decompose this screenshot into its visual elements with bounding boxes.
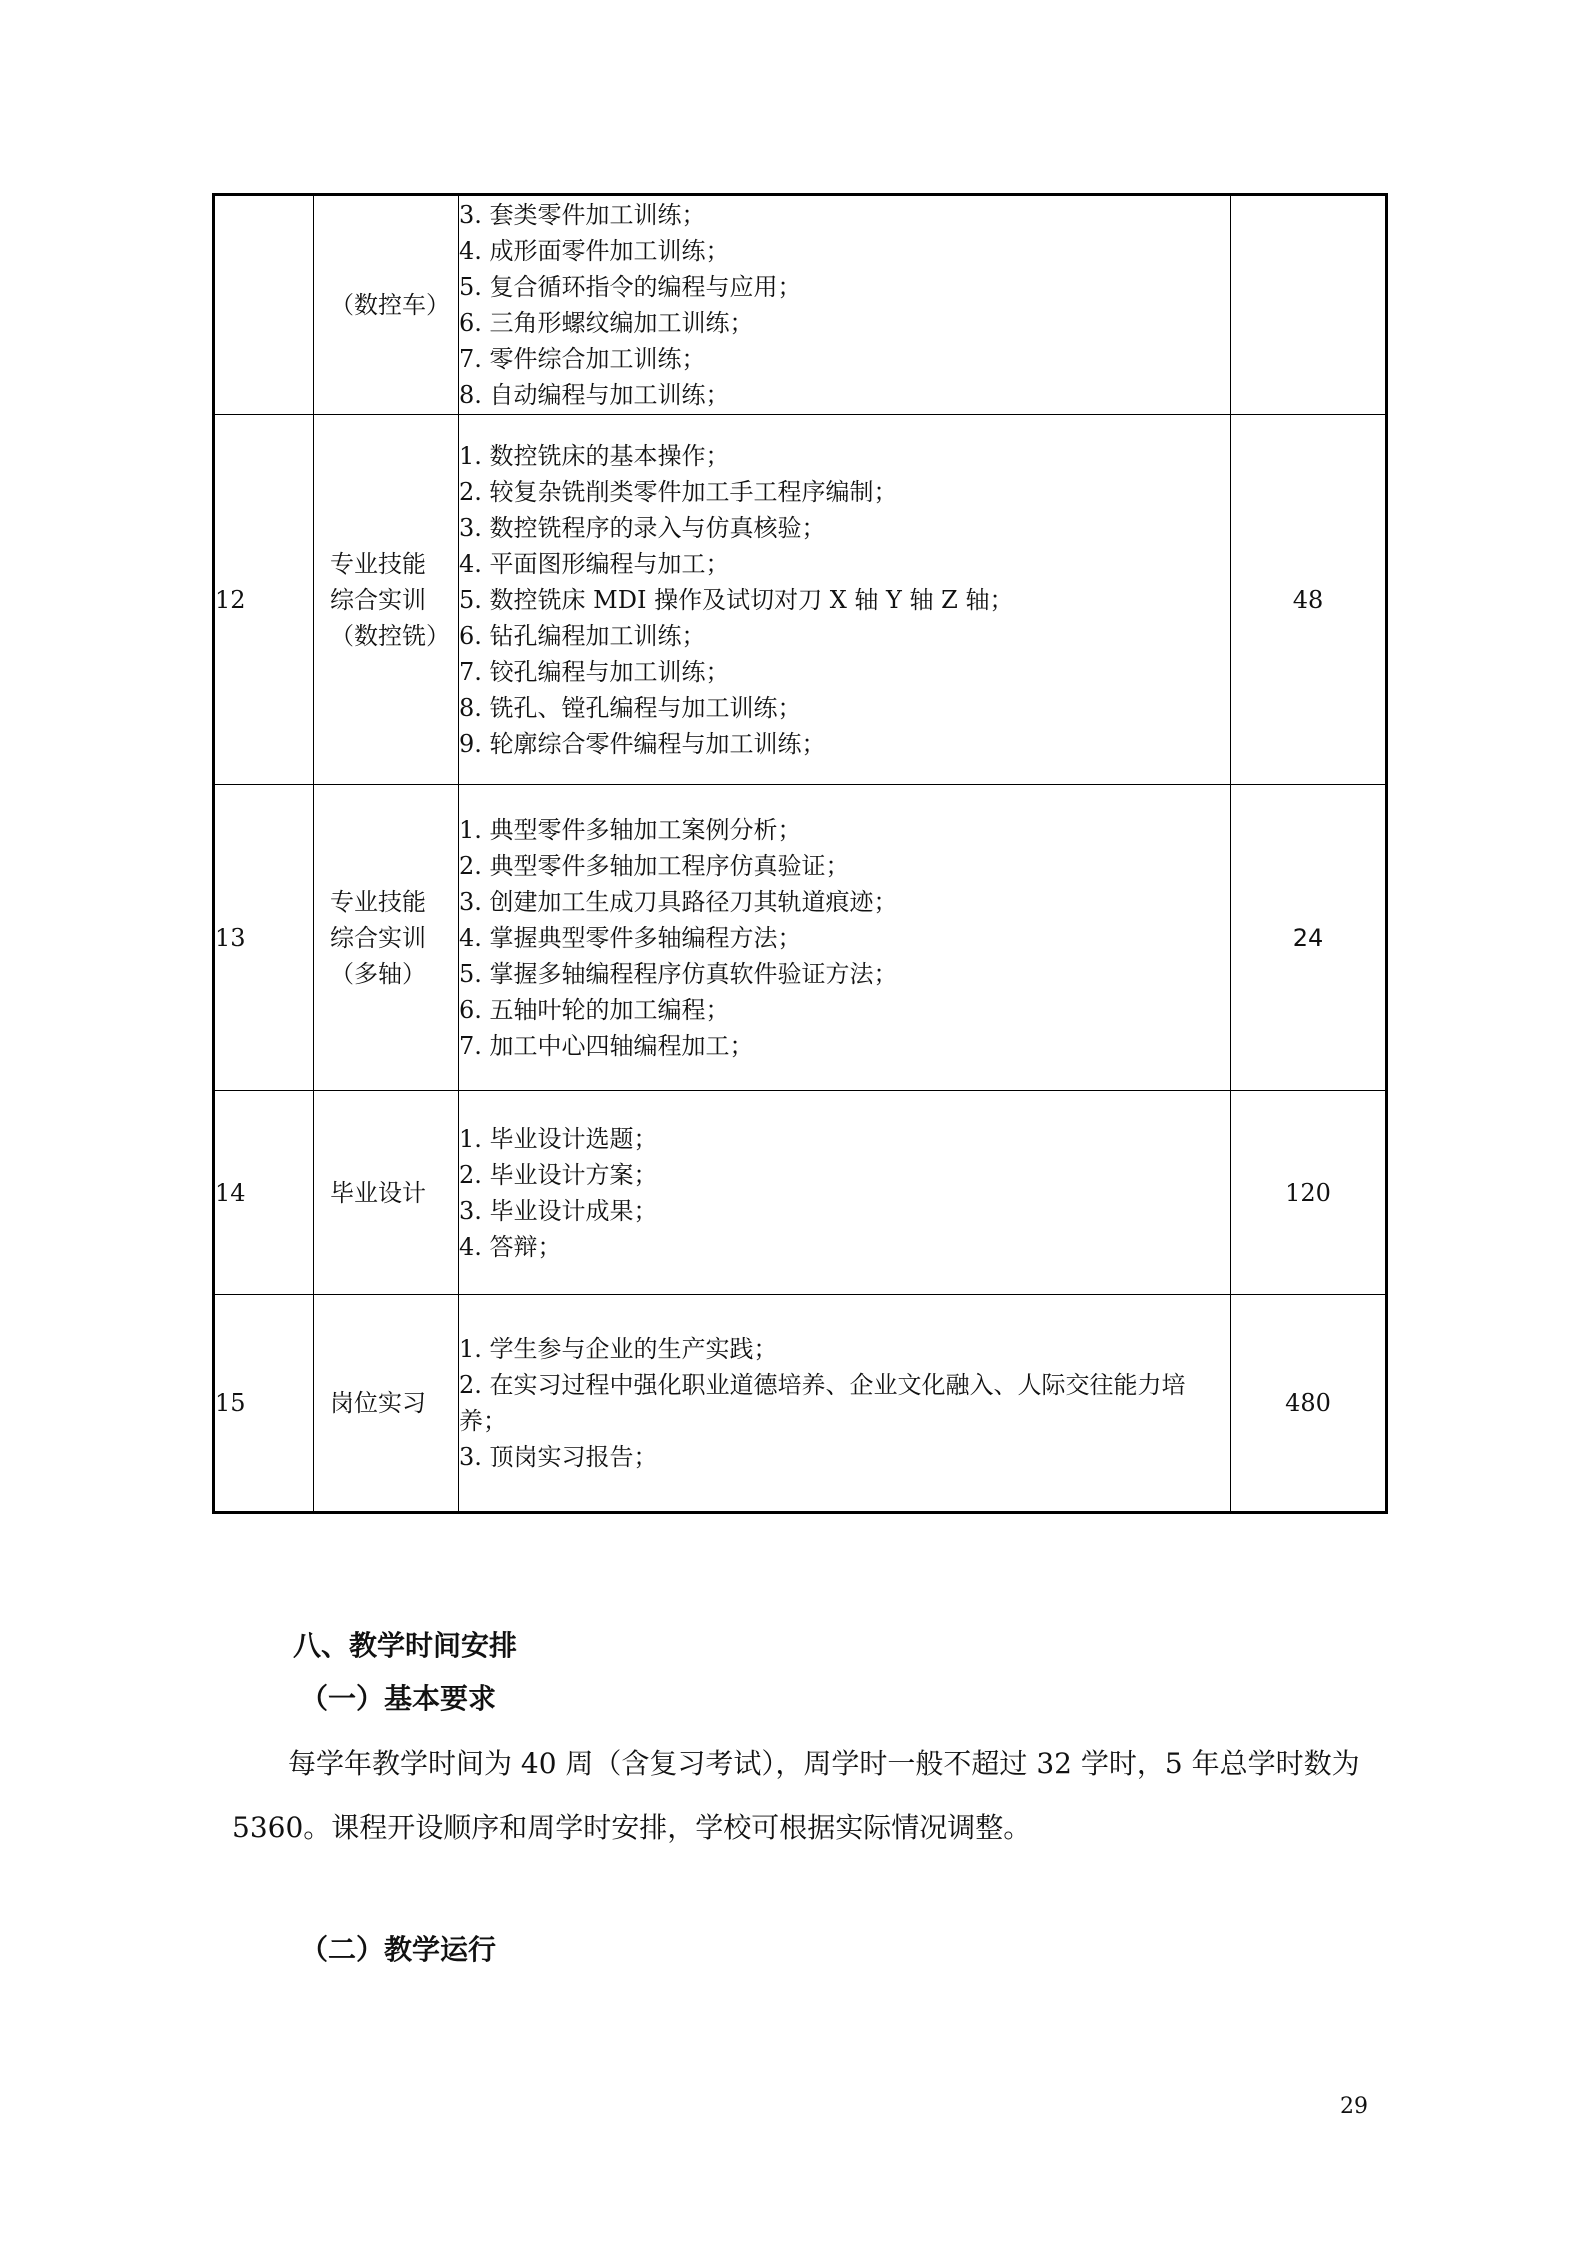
curriculum-table — [212, 193, 1388, 1514]
content-item: 5. 数控铣床 MDI 操作及试切对刀 X 轴 Y 轴 Z 轴； — [459, 585, 1014, 614]
section-heading: 八、教学时间安排 — [293, 1629, 518, 1662]
table-row — [214, 785, 1387, 1091]
content-item: 4. 平面图形编程与加工； — [459, 549, 730, 578]
course-content — [459, 1295, 1231, 1513]
row-number: 12 — [214, 415, 314, 785]
content-item: 1. 毕业设计选题； — [459, 1124, 658, 1153]
row-number — [214, 195, 314, 415]
course-name-cell — [314, 1091, 459, 1295]
course-content — [459, 1091, 1231, 1295]
course-name-cell — [314, 415, 459, 785]
hours: 48 — [1231, 415, 1387, 785]
course-name: 岗位实习 — [330, 1389, 426, 1417]
course-content — [459, 415, 1231, 785]
content-item: 8. 自动编程与加工训练； — [459, 381, 730, 409]
content-item: 5. 复合循环指令的编程与应用； — [459, 273, 802, 301]
content-item: 5. 掌握多轴编程程序仿真软件验证方法； — [459, 959, 898, 988]
row-number: 15 — [214, 1295, 314, 1513]
content-item: 9. 轮廓综合零件编程与加工训练； — [459, 729, 826, 758]
content-item: 3. 套类零件加工训练； — [459, 201, 706, 229]
course-content — [459, 785, 1231, 1091]
hours — [1231, 195, 1387, 415]
hours: 480 — [1231, 1295, 1387, 1513]
page-number: 29 — [1340, 2094, 1368, 2119]
content-item: 3. 毕业设计成果； — [459, 1196, 658, 1225]
body-paragraph: 每学年教学时间为 40 周（含复习考试），周学时一般不超过 32 学时，5 年总学时数为 5360。课程开设顺序和周学时安排，学校可根据实际情况调整。 — [232, 1747, 1360, 1844]
content-item: 3. 数控铣程序的录入与仿真核验； — [459, 513, 826, 542]
course-name: 专业技能综合实训（数控铣） — [330, 549, 450, 650]
table-row — [214, 195, 1387, 415]
content-item: 6. 钻孔编程加工训练； — [459, 621, 706, 650]
content-item: 3. 顶岗实习报告； — [459, 1443, 658, 1471]
content-item: 7. 加工中心四轴编程加工； — [459, 1031, 754, 1060]
subsection-heading: （二）教学运行 — [300, 1933, 497, 1966]
row-number: 13 — [214, 785, 314, 1091]
course-name: 毕业设计 — [330, 1178, 426, 1207]
content-item: 7. 铰孔编程与加工训练； — [459, 657, 730, 686]
content-item: 3. 创建加工生成刀具路径刀其轨道痕迹； — [459, 887, 898, 916]
hours: 24 — [1231, 785, 1387, 1091]
content-item: 7. 零件综合加工训练； — [459, 345, 706, 373]
content-item: 2. 典型零件多轴加工程序仿真验证； — [459, 851, 850, 880]
content-item: 2. 较复杂铣削类零件加工手工程序编制； — [459, 477, 898, 506]
row-number: 14 — [214, 1091, 314, 1295]
course-content — [459, 195, 1231, 415]
content-item: 8. 铣孔、镗孔编程与加工训练； — [459, 693, 802, 722]
content-item: 1. 数控铣床的基本操作； — [459, 441, 730, 470]
hours: 120 — [1231, 1091, 1387, 1295]
subsection-heading: （一）基本要求 — [300, 1682, 497, 1715]
content-item: 1. 典型零件多轴加工案例分析； — [459, 815, 802, 844]
course-name-cell — [314, 1295, 459, 1513]
content-item: 1. 学生参与企业的生产实践； — [459, 1335, 778, 1363]
course-name-cell — [314, 785, 459, 1091]
content-item: 6. 三角形螺纹编加工训练； — [459, 309, 754, 337]
content-item: 6. 五轴叶轮的加工编程； — [459, 995, 730, 1024]
course-name: （数控车） — [330, 291, 450, 319]
content-item: 4. 掌握典型零件多轴编程方法； — [459, 923, 802, 952]
table-row — [214, 1091, 1387, 1295]
content-item: 4. 答辩； — [459, 1232, 562, 1261]
table-row — [214, 1295, 1387, 1513]
course-name-cell — [314, 195, 459, 415]
content-item: 2. 毕业设计方案； — [459, 1160, 658, 1189]
content-item: 2. 在实习过程中强化职业道德培养、企业文化融入、人际交往能力培养； — [459, 1371, 1186, 1435]
table-row — [214, 415, 1387, 785]
content-item: 4. 成形面零件加工训练； — [459, 237, 730, 265]
course-name: 专业技能综合实训（多轴） — [330, 887, 426, 988]
